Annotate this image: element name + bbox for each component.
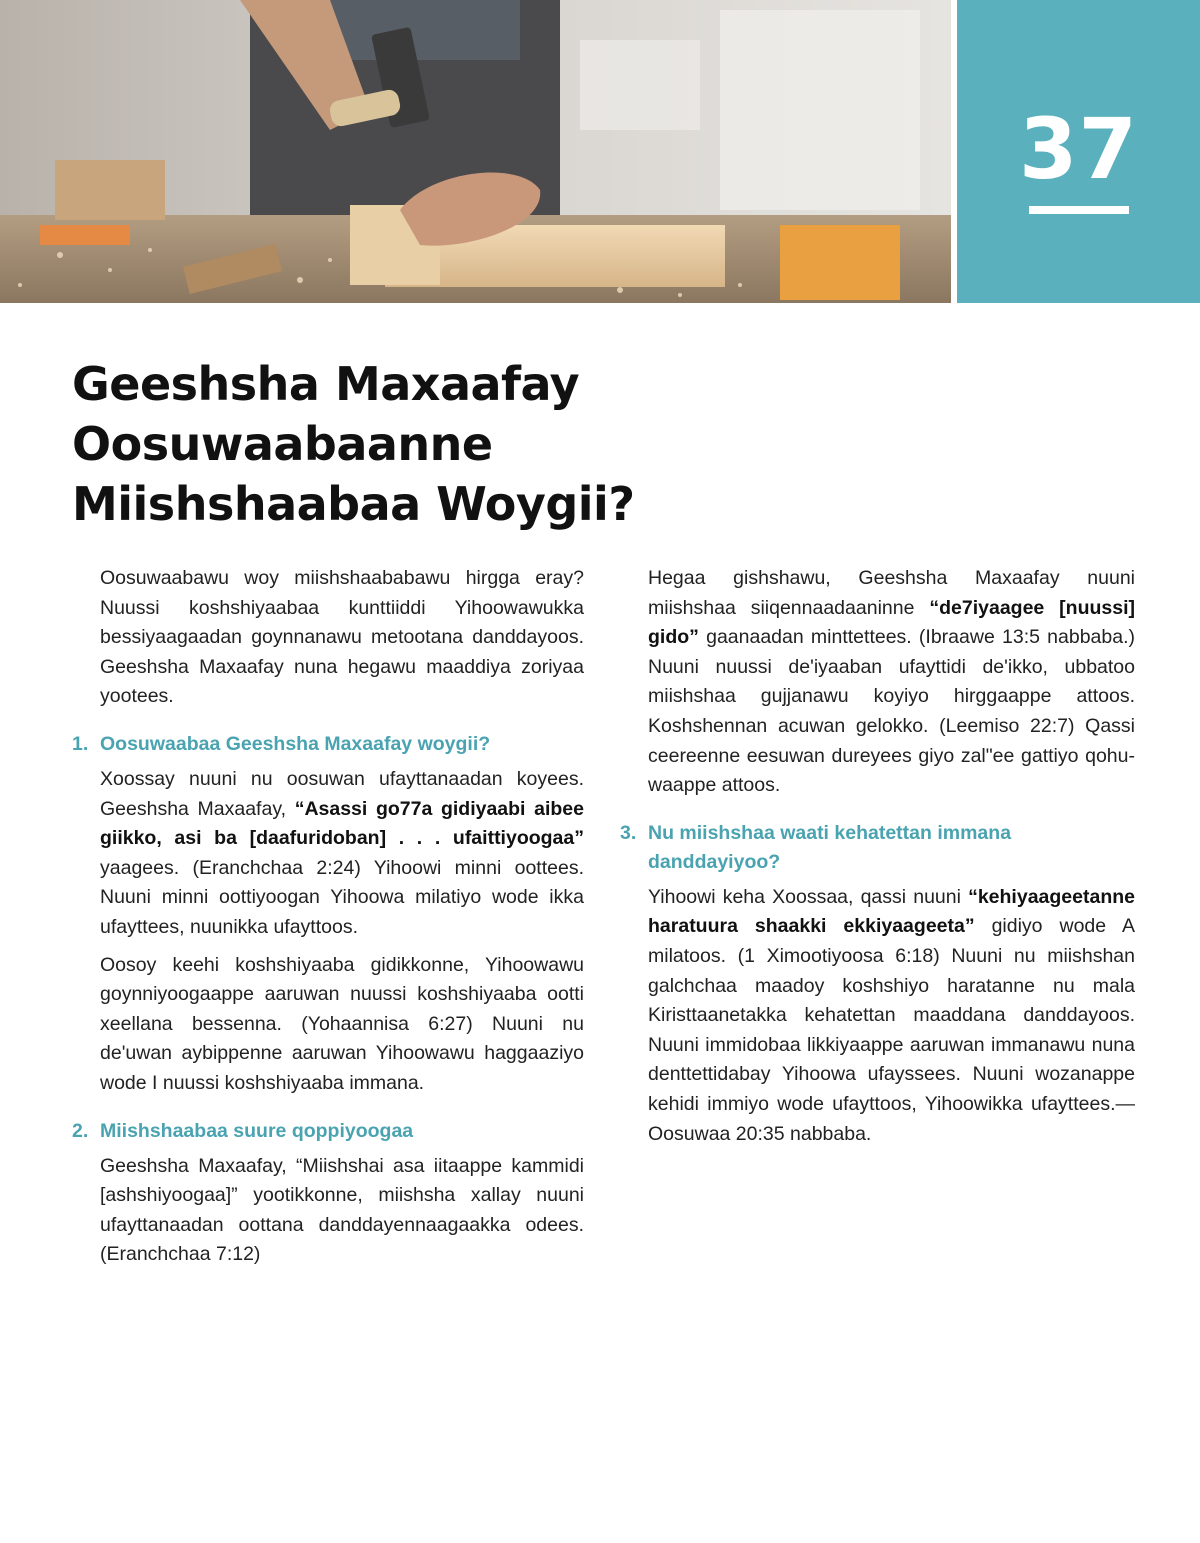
section-1-question: Oosuwaabaa Geeshsha Maxaafay woygii? (100, 732, 491, 755)
s3p1-quote: “kehiyaageetanne haratuura shaakki ekkiyaageeta” (648, 885, 1135, 938)
section-1-paragraph-2: Oosoy keehi koshshiyaaba gidikkonne, Yihoowawu goynniyoogaappe aaruwan nuussi koshshiyaaba ootti xeellana bessenna. (Yohaannisa 6:27) Nuuni nu de'uwan aybippenne aaruwan Yihoowawu haggaaziyo wode I nuussi koshshiyaaba immana. (100, 953, 584, 1094)
section-1-paragraph-1 (72, 765, 584, 943)
right-column (620, 564, 1135, 1157)
section-1-heading (72, 730, 584, 759)
header-photo (0, 0, 951, 303)
s1p1-text-a: Xoossay nuuni nu oosuwan ufayttanaadan koyees. Geeshsha Maxaafay, (100, 767, 584, 820)
lesson-number-badge (957, 0, 1200, 303)
section-3-paragraph-1 (620, 883, 1135, 1149)
s2p2-quote: “de7iyaagee [nuussi] gido” (648, 596, 1136, 649)
left-column (72, 564, 584, 1278)
page-title (72, 354, 692, 534)
title-line-3: Miishshaabaa Woygii? (72, 477, 635, 531)
badge-underline (1029, 206, 1129, 214)
carpentry-photo (0, 0, 951, 303)
section-2-paragraph-1: Geeshsha Maxaafay, “Miishshai asa iitaappe kammidi [ashshiyoogaa]” yootikkonne, miishsha xallay nuuni ufayttanaadan oottana danddayennaagaakka odees. (Eranchchaa 7:12) (100, 1154, 584, 1266)
s3p1-text-a: Yihoowi keha Xoossaa, qassi nuuni (648, 885, 969, 908)
intro-paragraph: Oosuwaabawu woy miishshaababawu hirgga eray? Nuussi koshshiyaabaa kunttiiddi Yihoowawukka bessiyaagaadan goynnanawu metootana danddayoos. Geeshsha Maxaafay nuna hegawu maaddiya zoriyaa yootees. (100, 567, 584, 708)
lesson-number: 37 (1019, 100, 1138, 198)
s2p2-text-a: Hegaa gishshawu, Geeshsha Maxaafay nuuni miishshaa siiqennaadaaninne (648, 567, 1135, 619)
section-3-heading (620, 819, 1135, 877)
section-3-question: Nu miishshaa waati kehatettan immana danddayiyoo? (648, 821, 1012, 873)
section-2-number: 2. (72, 1119, 89, 1142)
section-2-paragraph-2 (620, 564, 1135, 801)
s2p2-text-c: gaanaadan minttettees. (Ibraawe 13:5 nabbaba.) Nuuni nuussi de'iyaaban ufayttidi de'ikko, ubbatoo miishshaa gujjanawu koyiyo hirggaappe attoos. Koshshennan acuwan gelokko. (Leemiso 22:7) Qassi ceereenne eesuwan dureyees giyo zal"ee gattiyo qohuwaappe attoos. (648, 626, 1135, 797)
section-2-heading (72, 1117, 584, 1146)
section-3-number: 3. (620, 821, 637, 844)
s1p1-text-c: yaagees. (Eranchchaa 2:24) Yihoowi minni oottees. Nuuni minni oottiyoogan Yihoowa milatiyo wode ikka ufayttees, nuunikka ufayttoos. (100, 856, 584, 938)
section-2-question: Miishshaabaa suure qoppiyoogaa (100, 1119, 414, 1142)
s3p1-text-c: gidiyo wode A milatoos. (1 Ximootiyoosa 6:18) Nuuni nu miishshan galchchaa maadoy koshshiyo haratanne nu mala Kiristtaanetakka kehatettan maaddana danddayoos. Nuuni immidobaa likkiyaappe aaruwan immanawu nuna denttettidabay Yihoowa ufayssees. Nuuni wozanappe kehidi immiyo wode ufayttoos, Yihoowikka ufayttees.—Oosuwaa 20:35 nabbaba. (648, 915, 1135, 1145)
s1p1-quote: “Asassi go77a gidiyaabi aibee giikko, asi ba [daafuridoban] . . . ufaittiyoogaa” (100, 797, 584, 850)
title-line-1: Geeshsha Maxaafay (72, 357, 580, 411)
title-line-2: Oosuwaabaanne (72, 417, 493, 471)
section-1-number: 1. (72, 732, 89, 755)
